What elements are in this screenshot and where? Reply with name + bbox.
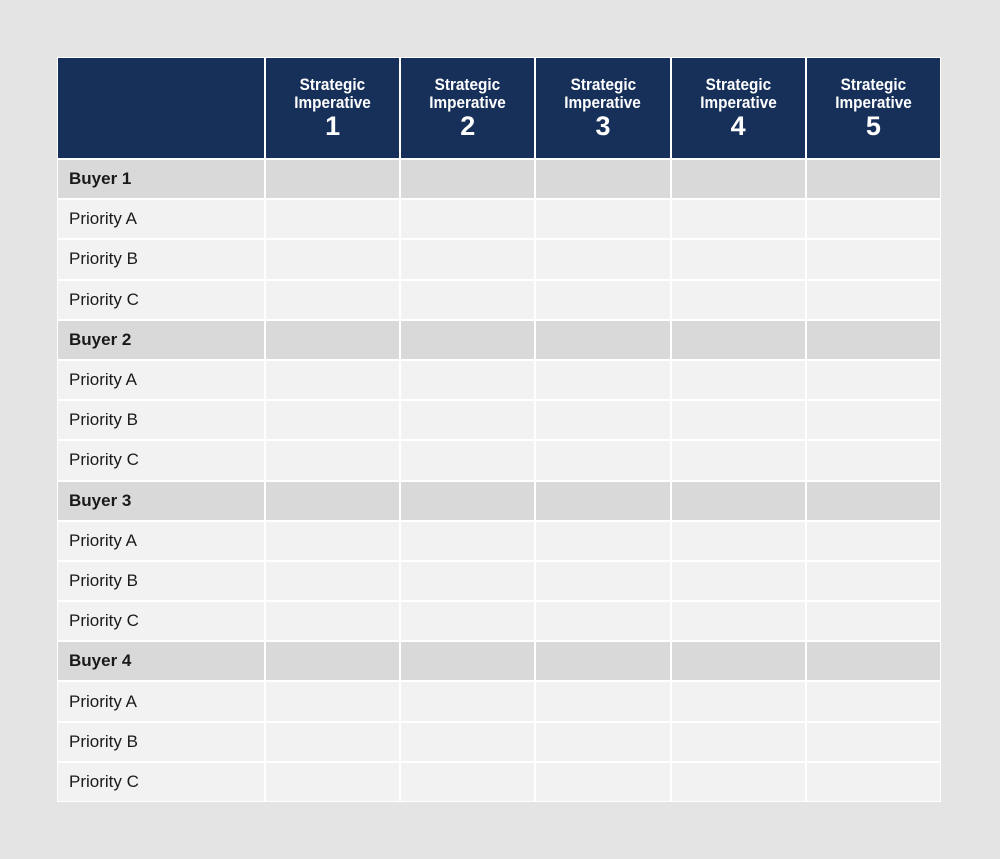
column-header-strategic-imperative-2	[401, 58, 534, 158]
buyer-1-cell-2[interactable]	[401, 160, 534, 198]
buyer-2-priority-cell[interactable]	[536, 361, 669, 399]
buyer-1-priority-cell[interactable]	[401, 200, 534, 238]
buyer-2-cell-1[interactable]	[266, 321, 399, 359]
column-header-word-imperative: Imperative	[564, 92, 642, 112]
buyer-2-priority-cell[interactable]	[807, 441, 940, 479]
buyer-4-priority-cell[interactable]	[536, 723, 669, 761]
buyer-4-cell-1[interactable]	[266, 642, 399, 680]
buyer-4-priority-cell[interactable]	[401, 763, 534, 801]
column-header-number: 3	[595, 110, 611, 141]
row-label-priority: Priority A	[58, 361, 264, 399]
buyer-4-priority-cell[interactable]	[807, 682, 940, 720]
buyer-1-cell-4[interactable]	[672, 160, 805, 198]
buyer-4-cell-3[interactable]	[536, 642, 669, 680]
buyer-1-cell-3[interactable]	[536, 160, 669, 198]
buyer-1-priority-cell[interactable]	[266, 200, 399, 238]
row-label-priority: Priority A	[58, 682, 264, 720]
row-label-priority: Priority C	[58, 281, 264, 319]
column-header-word-strategic: Strategic	[840, 74, 907, 94]
column-header-strategic-imperative-5	[807, 58, 940, 158]
buyer-4-priority-cell[interactable]	[266, 682, 399, 720]
buyer-3-priority-cell[interactable]	[672, 522, 805, 560]
buyer-4-priority-cell[interactable]	[807, 723, 940, 761]
column-header-number: 2	[460, 110, 476, 141]
row-label-buyer-4: Buyer 4	[58, 642, 264, 680]
buyer-3-priority-cell[interactable]	[672, 602, 805, 640]
column-header-number: 1	[325, 110, 341, 141]
row-label-priority: Priority B	[58, 562, 264, 600]
buyer-priority-matrix	[57, 57, 941, 802]
buyer-1-priority-cell[interactable]	[401, 281, 534, 319]
buyer-3-priority-cell[interactable]	[401, 562, 534, 600]
buyer-3-priority-cell[interactable]	[672, 562, 805, 600]
row-label-priority: Priority A	[58, 522, 264, 560]
column-header-number: 5	[865, 110, 881, 141]
buyer-3-priority-cell[interactable]	[266, 562, 399, 600]
buyer-3-priority-cell[interactable]	[401, 522, 534, 560]
header-corner-cell	[58, 58, 264, 158]
buyer-1-priority-cell[interactable]	[266, 281, 399, 319]
buyer-2-priority-cell[interactable]	[401, 401, 534, 439]
buyer-4-priority-cell[interactable]	[266, 723, 399, 761]
buyer-3-cell-4[interactable]	[672, 482, 805, 520]
buyer-3-priority-cell[interactable]	[536, 562, 669, 600]
column-header-word-strategic: Strategic	[570, 74, 636, 94]
buyer-1-priority-cell[interactable]	[807, 281, 940, 319]
buyer-3-cell-2[interactable]	[401, 482, 534, 520]
column-header-number: 4	[730, 110, 746, 141]
buyer-2-priority-cell[interactable]	[807, 401, 940, 439]
buyer-1-priority-cell[interactable]	[536, 240, 669, 278]
column-header-strategic-imperative-1	[266, 58, 399, 158]
buyer-3-priority-cell[interactable]	[266, 602, 399, 640]
buyer-1-priority-cell[interactable]	[807, 200, 940, 238]
column-header-word-imperative: Imperative	[429, 92, 507, 112]
buyer-2-priority-cell[interactable]	[672, 401, 805, 439]
buyer-2-priority-cell[interactable]	[401, 361, 534, 399]
buyer-2-priority-cell[interactable]	[266, 441, 399, 479]
row-label-priority: Priority B	[58, 240, 264, 278]
row-label-buyer-3: Buyer 3	[58, 482, 264, 520]
buyer-1-priority-cell[interactable]	[266, 240, 399, 278]
buyer-3-priority-cell[interactable]	[266, 522, 399, 560]
buyer-2-cell-3[interactable]	[536, 321, 669, 359]
buyer-4-priority-cell[interactable]	[672, 682, 805, 720]
buyer-2-cell-4[interactable]	[672, 321, 805, 359]
row-label-priority: Priority B	[58, 401, 264, 439]
buyer-4-cell-2[interactable]	[401, 642, 534, 680]
column-header-word-strategic: Strategic	[299, 74, 366, 94]
row-label-priority: Priority A	[58, 200, 264, 238]
row-label-buyer-2: Buyer 2	[58, 321, 264, 359]
buyer-4-priority-cell[interactable]	[536, 763, 669, 801]
buyer-1-cell-5[interactable]	[807, 160, 940, 198]
row-label-priority: Priority C	[58, 602, 264, 640]
buyer-3-cell-1[interactable]	[266, 482, 399, 520]
buyer-3-priority-cell[interactable]	[401, 602, 534, 640]
buyer-1-cell-1[interactable]	[266, 160, 399, 198]
buyer-2-priority-cell[interactable]	[266, 401, 399, 439]
buyer-2-priority-cell[interactable]	[536, 441, 669, 479]
buyer-2-priority-cell[interactable]	[401, 441, 534, 479]
buyer-1-priority-cell[interactable]	[672, 240, 805, 278]
buyer-1-priority-cell[interactable]	[672, 281, 805, 319]
buyer-3-priority-cell[interactable]	[536, 602, 669, 640]
buyer-4-priority-cell[interactable]	[266, 763, 399, 801]
buyer-3-cell-3[interactable]	[536, 482, 669, 520]
buyer-2-cell-2[interactable]	[401, 321, 534, 359]
buyer-3-priority-cell[interactable]	[807, 602, 940, 640]
column-header-word-strategic: Strategic	[435, 74, 501, 94]
column-header-word-strategic: Strategic	[705, 74, 771, 94]
buyer-2-priority-cell[interactable]	[266, 361, 399, 399]
column-header-strategic-imperative-3	[536, 58, 669, 158]
row-label-buyer-1: Buyer 1	[58, 160, 264, 198]
row-label-priority: Priority C	[58, 763, 264, 801]
buyer-1-priority-cell[interactable]	[672, 200, 805, 238]
row-label-priority: Priority B	[58, 723, 264, 761]
buyer-2-priority-cell[interactable]	[672, 441, 805, 479]
buyer-4-cell-4[interactable]	[672, 642, 805, 680]
buyer-1-priority-cell[interactable]	[536, 200, 669, 238]
buyer-2-priority-cell[interactable]	[672, 361, 805, 399]
buyer-2-priority-cell[interactable]	[536, 401, 669, 439]
column-header-word-imperative: Imperative	[835, 92, 912, 112]
buyer-3-priority-cell[interactable]	[536, 522, 669, 560]
buyer-4-priority-cell[interactable]	[807, 763, 940, 801]
buyer-2-cell-5[interactable]	[807, 321, 940, 359]
buyer-1-priority-cell[interactable]	[536, 281, 669, 319]
buyer-4-priority-cell[interactable]	[401, 723, 534, 761]
buyer-1-priority-cell[interactable]	[401, 240, 534, 278]
column-header-word-imperative: Imperative	[294, 92, 371, 112]
buyer-4-priority-cell[interactable]	[672, 723, 805, 761]
row-label-priority: Priority C	[58, 441, 264, 479]
buyer-3-cell-5[interactable]	[807, 482, 940, 520]
buyer-3-priority-cell[interactable]	[807, 562, 940, 600]
buyer-3-priority-cell[interactable]	[807, 522, 940, 560]
buyer-4-cell-5[interactable]	[807, 642, 940, 680]
buyer-4-priority-cell[interactable]	[401, 682, 534, 720]
buyer-4-priority-cell[interactable]	[672, 763, 805, 801]
column-header-word-imperative: Imperative	[699, 92, 777, 112]
buyer-4-priority-cell[interactable]	[536, 682, 669, 720]
buyer-1-priority-cell[interactable]	[807, 240, 940, 278]
column-header-strategic-imperative-4	[672, 58, 805, 158]
buyer-2-priority-cell[interactable]	[807, 361, 940, 399]
